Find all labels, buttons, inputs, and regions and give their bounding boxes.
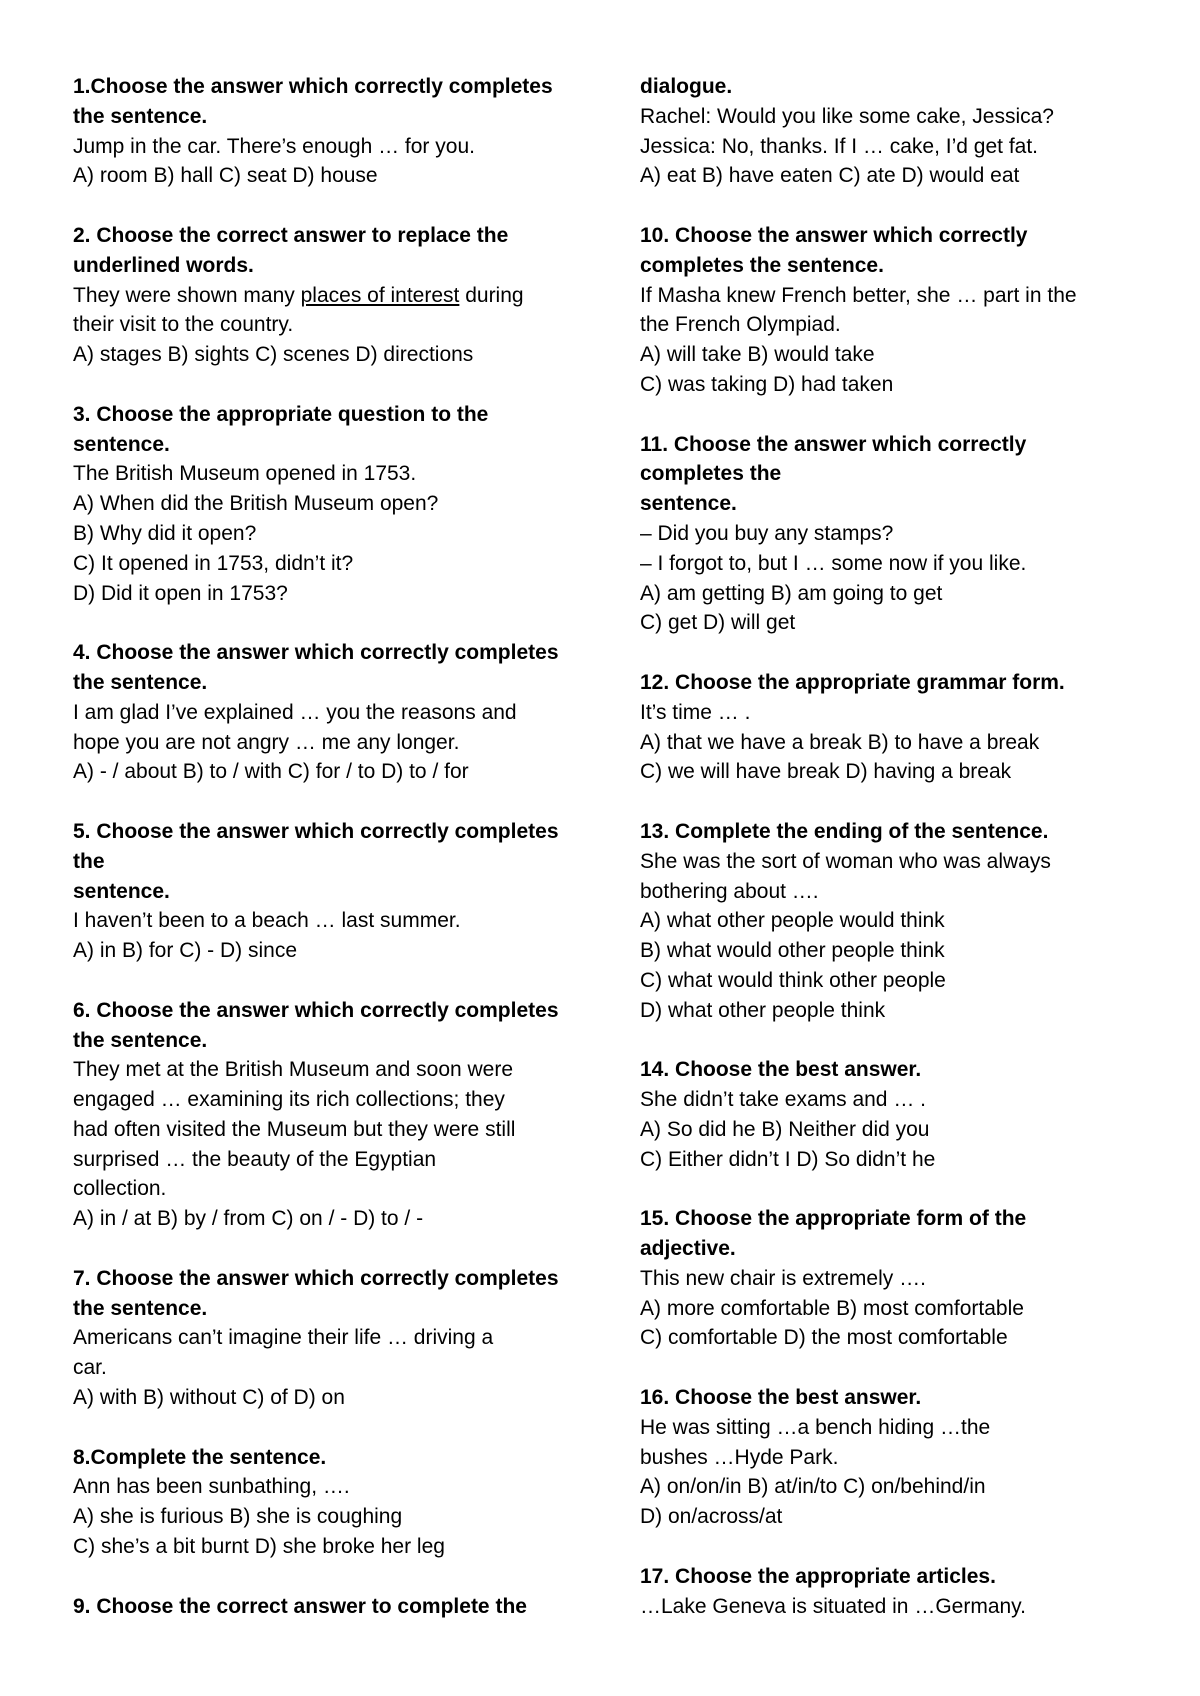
question-heading: 16. Choose the best answer. [640,1386,922,1410]
question-text: The British Museum opened in 1753. [73,462,417,486]
question-heading: the sentence. [73,1296,208,1320]
question-15 [640,1204,1140,1353]
question-5 [73,817,603,966]
question-13 [640,817,1140,1026]
question-17 [640,1562,1140,1622]
question-heading: 2. Choose the correct answer to replace the [73,223,509,247]
answer-options: A) in B) for C) - D) since [73,939,298,963]
question-heading: 13. Complete the ending of the sentence. [640,819,1049,843]
question-heading: 6. Choose the answer which correctly completes [73,998,559,1022]
question-text: engaged … examining its rich collections; they [73,1088,505,1112]
question-text: their visit to the country. [73,313,294,337]
question-text: surprised … the beauty of the Egyptian [73,1147,437,1171]
question-text: collection. [73,1177,167,1201]
question-heading: 12. Choose the appropriate grammar form. [640,670,1065,694]
question-heading: the sentence. [73,104,208,128]
question-text: If Masha knew French better, she … part in the [640,283,1077,307]
question-heading: completes the sentence. [640,253,884,277]
answer-options: A) more comfortable B) most comfortable [640,1296,1024,1320]
question-4 [73,638,603,787]
answer-options: C) comfortable D) the most comfortable [640,1326,1008,1350]
text-segment: They were shown many [73,283,301,307]
answer-options: C) she’s a bit burnt D) she broke her leg [73,1535,445,1559]
question-text [73,281,603,311]
question-text: They met at the British Museum and soon were [73,1058,514,1082]
answer-options: A) with B) without C) of D) on [73,1386,345,1410]
answer-options: A) am getting B) am going to get [640,581,943,605]
underlined-words: places of interest [300,283,460,307]
answer-options: C) we will have break D) having a break [640,760,1012,784]
question-text: bothering about …. [640,879,819,903]
question-text: Americans can’t imagine their life … driving a [73,1326,494,1350]
question-3 [73,400,603,609]
question-text: Ann has been sunbathing, …. [73,1475,350,1499]
answer-options: A) in / at B) by / from C) on / - D) to / - [73,1207,424,1231]
question-text: This new chair is extremely …. [640,1266,926,1290]
answer-options: C) get D) will get [640,611,796,635]
question-text: Jump in the car. There’s enough … for you. [73,134,475,158]
answer-options: A) - / about B) to / with C) for / to D) to / for [73,760,469,784]
answer-options: A) eat B) have eaten C) ate D) would eat [640,164,1020,188]
question-heading: the [73,849,105,873]
answer-options: A) room B) hall C) seat D) house [73,164,378,188]
question-text: bushes …Hyde Park. [640,1445,839,1469]
question-12 [640,668,1140,787]
answer-options: A) So did he B) Neither did you [640,1117,930,1141]
question-heading: sentence. [73,879,170,903]
answer-options: C) Either didn’t I D) So didn’t he [640,1147,936,1171]
question-heading: underlined words. [73,253,254,277]
answer-option: C) It opened in 1753, didn’t it? [73,551,354,575]
question-heading: 7. Choose the answer which correctly completes [73,1266,559,1290]
question-heading: 8.Complete the sentence. [73,1445,327,1469]
answer-option: D) Did it open in 1753? [73,581,288,605]
question-text: Rachel: Would you like some cake, Jessica? [640,104,1054,128]
question-text: Jessica: No, thanks. If I … cake, I’d get fat. [640,134,1039,158]
question-heading: sentence. [73,432,170,456]
answer-options: A) will take B) would take [640,343,875,367]
question-heading: 14. Choose the best answer. [640,1058,922,1082]
question-heading: completes the [640,462,782,486]
question-2 [73,221,603,370]
question-9-start [73,1592,603,1622]
question-heading: adjective. [640,1237,736,1261]
question-heading: 11. Choose the answer which correctly [640,432,1027,456]
left-column [73,72,603,1621]
answer-options: A) stages B) sights C) scenes D) directions [73,343,474,367]
answer-options: C) was taking D) had taken [640,372,894,396]
question-text: car. [73,1356,107,1380]
question-text: I am glad I’ve explained … you the reasons and [73,700,517,724]
question-heading: 17. Choose the appropriate articles. [640,1564,996,1588]
question-heading: 9. Choose the correct answer to complete the [73,1594,527,1618]
question-16 [640,1383,1140,1532]
answer-options: A) she is furious B) she is coughing [73,1505,403,1529]
question-text: – I forgot to, but I … some now if you like. [640,551,1027,575]
answer-option: B) Why did it open? [73,521,257,545]
answer-options: A) that we have a break B) to have a break [640,730,1040,754]
question-heading: the sentence. [73,1028,208,1052]
question-14 [640,1055,1140,1174]
question-heading: sentence. [640,492,737,516]
question-heading: 4. Choose the answer which correctly completes [73,641,559,665]
right-column [640,72,1140,1621]
answer-option: C) what would think other people [640,968,946,992]
question-8 [73,1443,603,1562]
question-text: She didn’t take exams and … . [640,1088,926,1112]
answer-option: B) what would other people think [640,939,945,963]
question-text: …Lake Geneva is situated in …Germany. [640,1594,1026,1618]
question-heading: 10. Choose the answer which correctly [640,223,1028,247]
text-segment: during [459,283,524,307]
question-10 [640,221,1140,400]
question-9-continued [640,72,1140,191]
question-heading: 15. Choose the appropriate form of the [640,1207,1027,1231]
question-1 [73,72,603,191]
question-text: hope you are not angry … me any longer. [73,730,460,754]
question-6 [73,996,603,1234]
question-7 [73,1264,603,1413]
answer-options: D) on/across/at [640,1505,783,1529]
answer-option: D) what other people think [640,998,886,1022]
question-text: the French Olympiad. [640,313,841,337]
question-text: had often visited the Museum but they were still [73,1117,516,1141]
question-heading: the sentence. [73,670,208,694]
question-text: – Did you buy any stamps? [640,521,894,545]
question-heading: dialogue. [640,75,733,98]
answer-option: A) When did the British Museum open? [73,492,439,516]
question-text: It’s time … . [640,700,751,724]
question-text: I haven’t been to a beach … last summer. [73,909,461,933]
question-heading: 1.Choose the answer which correctly completes [73,75,553,98]
answer-options: A) on/on/in B) at/in/to C) on/behind/in [640,1475,986,1499]
question-heading: 5. Choose the answer which correctly completes [73,819,559,843]
question-text: He was sitting …a bench hiding …the [640,1415,991,1439]
question-text: She was the sort of woman who was always [640,849,1051,873]
question-11 [640,430,1140,639]
question-heading: 3. Choose the appropriate question to the [73,402,489,426]
answer-option: A) what other people would think [640,909,945,933]
